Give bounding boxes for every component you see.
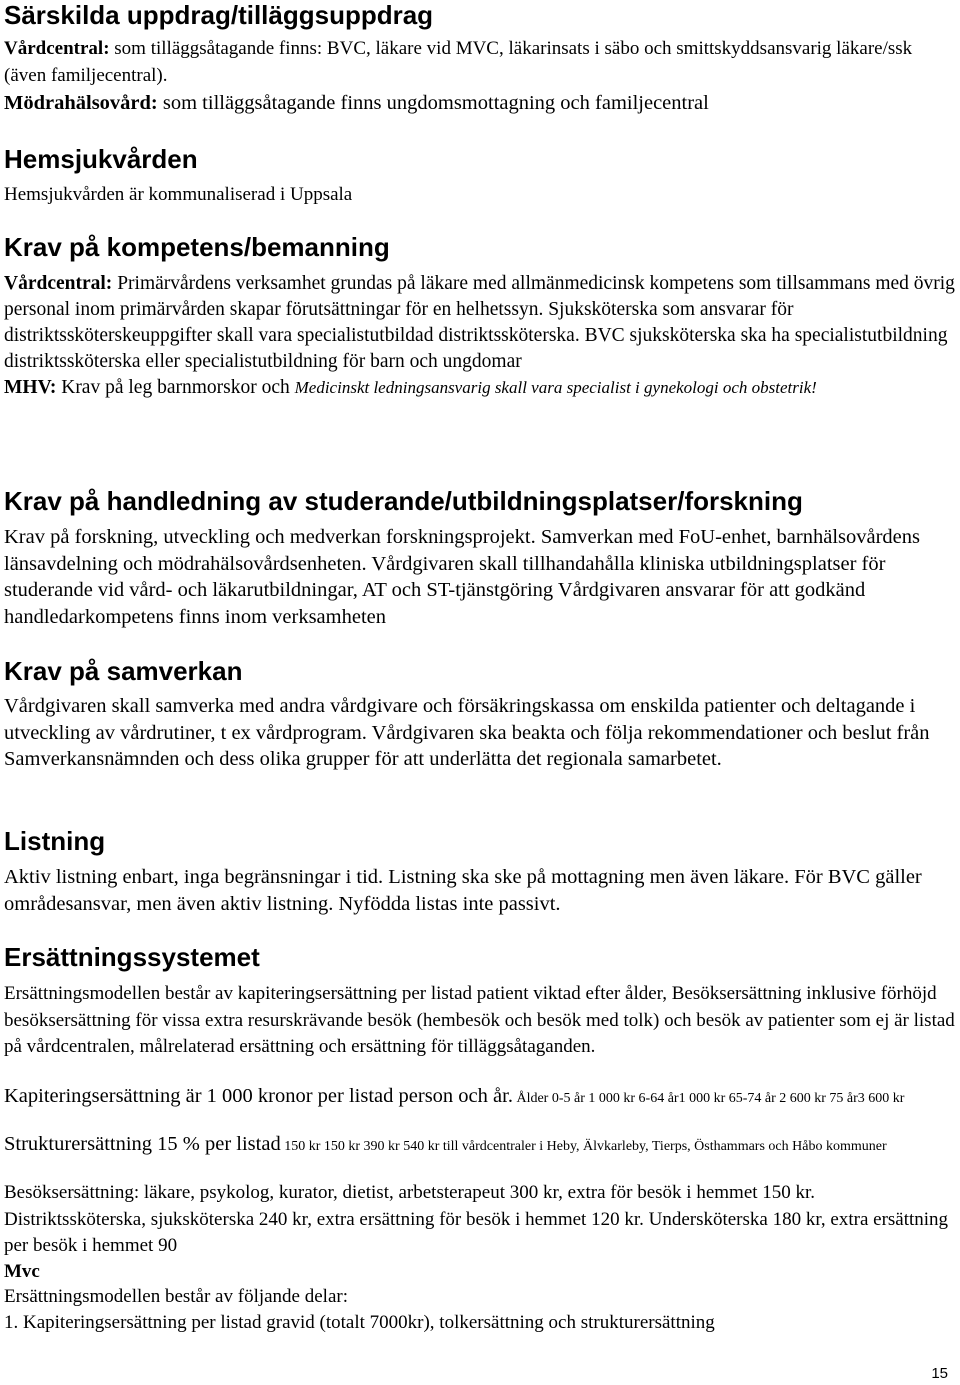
label-modrahalsovard: Mödrahälsovård: xyxy=(4,92,158,114)
heading-sarskilda-uppdrag: Särskilda uppdrag/tilläggsuppdrag xyxy=(4,0,434,30)
heading-krav-samverkan: Krav på samverkan xyxy=(4,656,243,686)
text-struktur: Strukturersättning 15 % per listad xyxy=(4,1133,281,1155)
text-struktur-kommuner: 150 kr 150 kr 390 kr 540 kr till vårdcentraler i Heby, Älvkarleby, Tierps, Östhammars och Håbo kommuner xyxy=(280,1139,887,1154)
label-mhv: MHV: xyxy=(4,377,57,398)
paragraph-kompetens xyxy=(4,271,956,401)
text-handledning: Krav på forskning, utveckling och medverkan forskningsprojekt. Samverkan med FoU-enhet, barnhälsovårdens länsavdelning och mödrahälsovårdsenheten. Vårdgivaren skall tillhandahålla kliniska utbildningsplatser för studerande vid vård- och läkarutbildningar, AT och ST-tjänstgöring Vårdgivaren ansvarar för att godkänd handledarkompetens finns inom verksamheten xyxy=(4,526,920,628)
label-mvc: Mvc xyxy=(4,1261,40,1282)
list-item-kapitering-gravid: 1. Kapiteringsersättning per listad gravid (totalt 7000kr), tolkersättning och strukturersättning xyxy=(4,1312,715,1333)
paragraph-vardcentral-uppdrag xyxy=(4,36,956,89)
heading-krav-handledning: Krav på handledning av studerande/utbildningsplatser/forskning xyxy=(4,486,803,516)
text-samverkan: Vårdgivaren skall samverka med andra vårdgivare och försäkringskassa om enskilda patienter och deltagande i utveckling av vårdrutiner, t ex vårdprogram. Vårdgivaren ska beakta och följa rekommendationer och beslut från Samverkansnämnden och dess olika grupper för att underlätta det regionala samarbetet. xyxy=(4,695,930,770)
heading-krav-kompetens: Krav på kompetens/bemanning xyxy=(4,232,390,262)
text-ersattningsmodell-mvc: Ersättningsmodellen består av följande delar: xyxy=(4,1286,348,1307)
heading-hemsjukvarden: Hemsjukvården xyxy=(4,144,198,174)
text-kompetens: Primärvårdens verksamhet grundas på läkare med allmänmedicinsk kompetens som tillsammans med övrig personal inom primärvården skapar förutsättningar för en helhetssyn. Sjuksköterska som ansvarar för distriktssköterskeuppgifter skall vara specialistutbildad distriktssköterska. BVC sjuksköterska ska ha specialistutbildning distriktssköterska eller specialistutbildning för barn och ungdomar xyxy=(4,273,955,372)
text-modrahalsovard: som tilläggsåtagande finns ungdomsmottagning och familjecentral xyxy=(157,92,709,114)
page-number: 15 xyxy=(931,1365,948,1382)
text-mhv-italic: Medicinskt ledningsansvarig skall vara specialist i gynekologi och obstetrik! xyxy=(294,378,817,397)
paragraph-struktur xyxy=(4,1134,956,1157)
heading-listning: Listning xyxy=(4,826,106,856)
text-vardcentral-uppdrag: som tilläggsåtagande finns: BVC, läkare vid MVC, läkarinsats i säbo och smittskyddsansvarig läkare/ssk (även familjecentral). xyxy=(4,38,913,86)
text-listning: Aktiv listning enbart, inga begränsningar i tid. Listning ska ske på mottagning men även läkare. För BVC gäller områdesansvar, men även aktiv listning. Nyfödda listas inte passivt. xyxy=(4,866,922,915)
text-besoksersattning: Besöksersättning: läkare, psykolog, kurator, dietist, arbetsterapeut 300 kr, extra för besök i hemmet 150 kr. Distriktssköterska, sjuksköterska 240 kr, extra ersättning för besök i hemmet 120 kr. Undersköterska 180 kr, extra ersättning per besök i hemmet 90 xyxy=(4,1182,949,1256)
text-kapitering: Kapiteringsersättning är 1 000 kronor per listad person och år. xyxy=(4,1085,513,1107)
heading-ersattningssystemet: Ersättningssystemet xyxy=(4,942,260,972)
text-ersattningsmodell: Ersättningsmodellen består av kapiteringsersättning per listad patient viktad efter ålder, Besöksersättning inklusive förhöjd besöksersättning för vissa extra resurskrävande besök (hembesök och besök med tolk) och besök av patienter som ej är listad på vårdcentralen, målrelaterad ersättning och ersättning för tilläggsåtaganden. xyxy=(4,983,955,1057)
paragraph-kapitering xyxy=(4,1086,956,1109)
label-vardcentral: Vårdcentral: xyxy=(4,38,110,59)
label-vardcentral-kompetens: Vårdcentral: xyxy=(4,273,113,294)
text-kapitering-alder: Ålder 0-5 år 1 000 kr 6-64 år1 000 kr 65-74 år 2 600 kr 75 år3 600 kr xyxy=(512,1091,905,1106)
text-hemsjukvarden: Hemsjukvården är kommunaliserad i Uppsala xyxy=(4,184,353,205)
paragraph-modrahalsovard xyxy=(4,90,956,117)
text-mhv: Krav på leg barnmorskor och xyxy=(56,377,295,398)
